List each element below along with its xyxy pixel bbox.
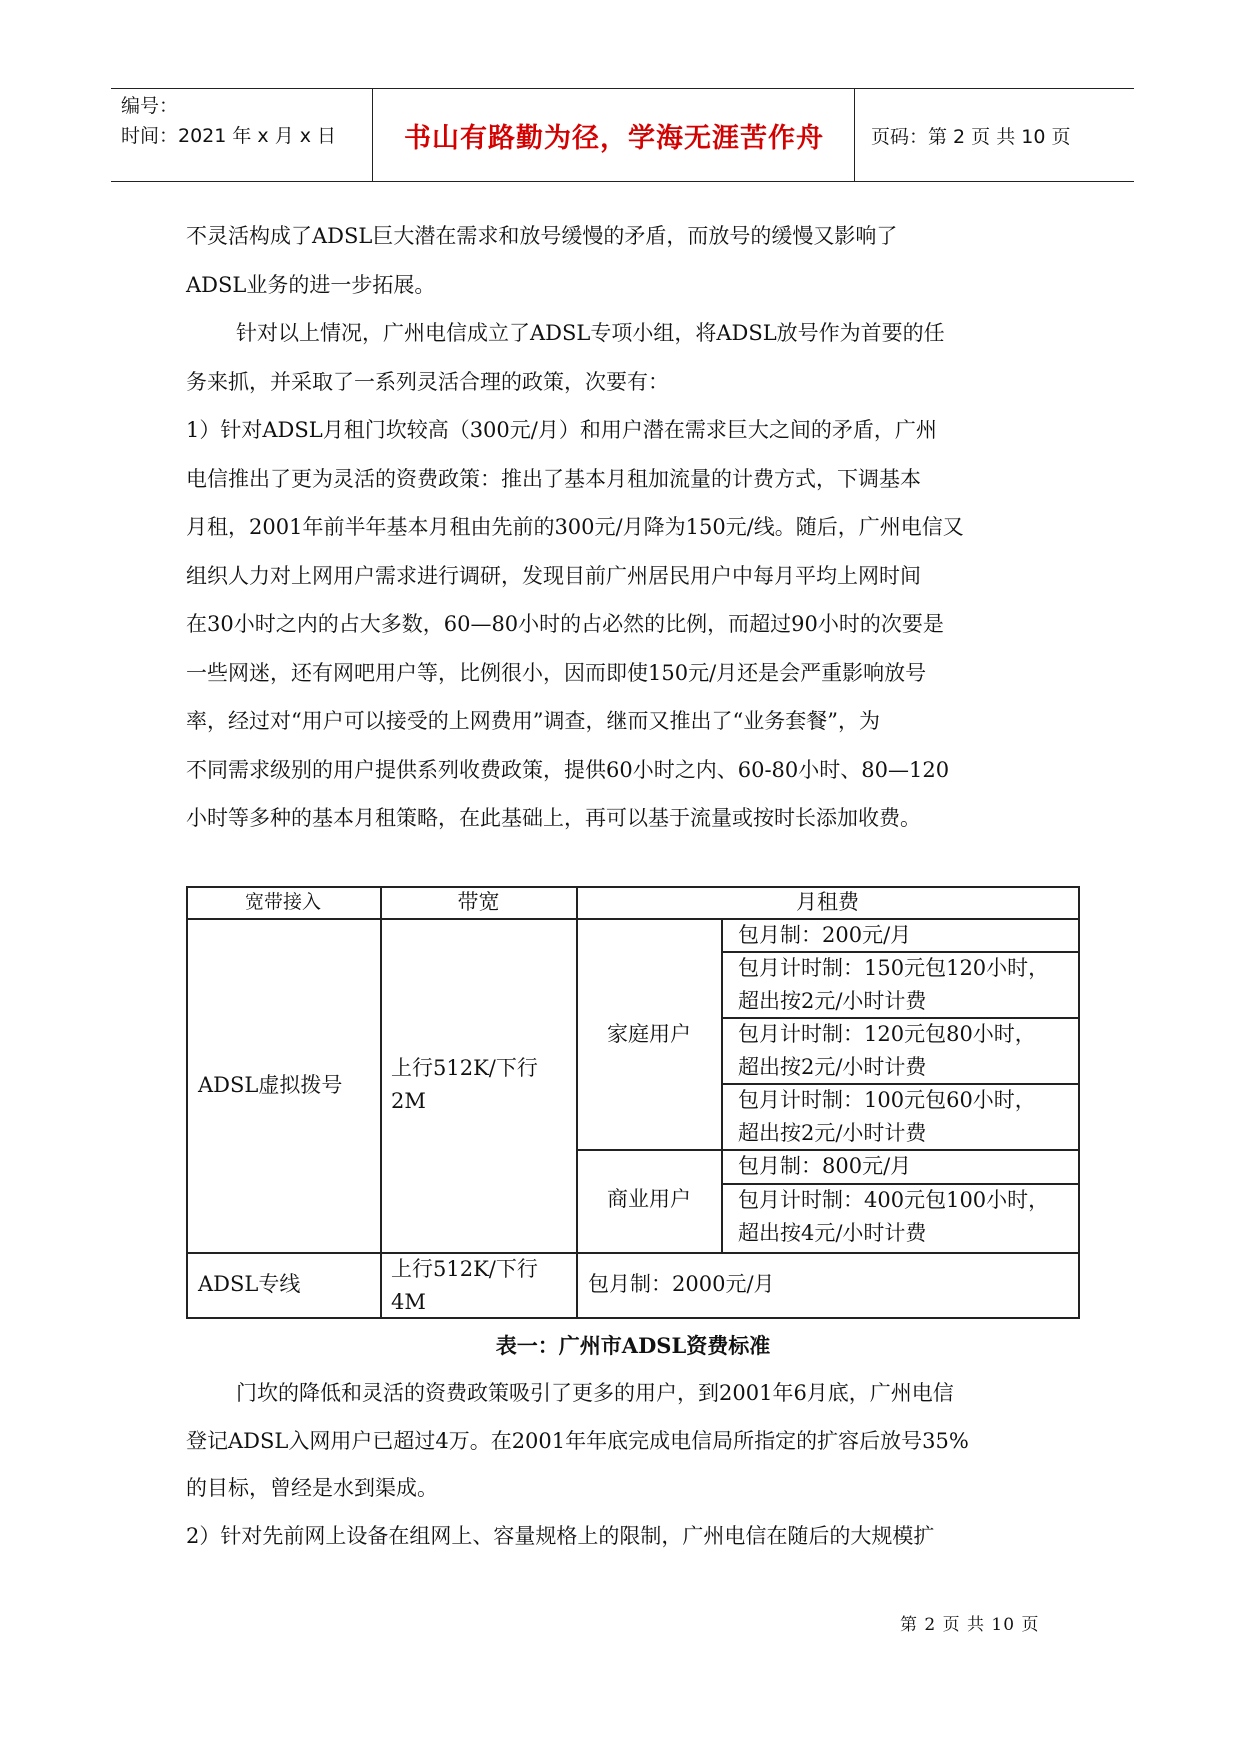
text-line: 1）针对ADSL月租门坎较高（300元/月）和用户潜在需求巨大之间的矛盾，广州 (186, 418, 937, 442)
table-cell: 上行512K/下行 4M (391, 1257, 538, 1314)
text-line: 在30小时之内的占大多数，60—80小时的占必然的比例，而超过90小时的次要是 (186, 612, 944, 636)
body-text (186, 212, 1086, 843)
table-border (721, 918, 723, 1252)
header-page-code: 页码：第 2 页 共 10 页 (871, 125, 1071, 148)
text-line: 不同需求级别的用户提供系列收费政策，提供60小时之内、60-80小时、80—120 (186, 757, 950, 782)
page-footer: 第 2 页 共 10 页 (900, 1615, 1040, 1635)
table-border (576, 886, 578, 1318)
table-cell: 商业用户 (607, 1187, 691, 1211)
table-header-cell: 带宽 (457, 890, 500, 914)
text-line: 务来抓，并采取了一系列灵活合理的政策，次要有： (186, 369, 669, 394)
table-caption: 表一：广州市ADSL资费标准 (495, 1333, 771, 1358)
text-line: 2）针对先前网上设备在组网上、容量规格上的限制，广州电信在随后的大规模扩 (186, 1523, 935, 1548)
table-cell: 包月计时制：120元包80小时， 超出按2元/小时计费 (738, 1022, 1036, 1079)
header-motto: 书山有路勤为径，学海无涯苦作舟 (404, 122, 824, 154)
text-line: 月租，2001年前半年基本月租由先前的300元/月降为150元/线。随后，广州电信又 (186, 515, 964, 539)
text-line: 的目标，曾经是水到渠成。 (186, 1476, 438, 1500)
table-border (186, 1317, 1080, 1319)
table-cell: 包月计时制：150元包120小时， 超出按2元/小时计费 (738, 956, 1050, 1013)
table-cell: 包月制：200元/月 (738, 923, 912, 947)
table-header-cell: 月租费 (796, 890, 859, 914)
table-cell: 家庭用户 (607, 1022, 691, 1046)
table-cell: 包月计时制：100元包60小时， 超出按2元/小时计费 (738, 1088, 1036, 1145)
text-line: 小时等多种的基本月租策略，在此基础上，再可以基于流量或按时长添加收费。 (186, 806, 921, 830)
text-line: 登记ADSL入网用户已超过4万。在2001年年底完成电信局所指定的扩容后放号35% (186, 1428, 969, 1453)
table-cell: 包月制：2000元/月 (588, 1272, 775, 1296)
table-border (380, 886, 382, 1318)
table-border (186, 1252, 1080, 1254)
text-line: 针对以上情况，广州电信成立了ADSL专项小组，将ADSL放号作为首要的任 (236, 321, 945, 345)
time-label: 时间：2021 年 x 月 x 日 (121, 125, 337, 147)
table-cell: ADSL专线 (198, 1272, 301, 1296)
table-cell: 包月制：800元/月 (738, 1154, 912, 1178)
table-border (186, 886, 188, 1318)
number-label: 编号： (121, 95, 179, 117)
table-cell: 包月计时制：400元包100小时， 超出按4元/小时计费 (738, 1188, 1050, 1245)
table-cell: 上行512K/下行 2M (391, 1056, 538, 1113)
table-header-cell: 宽带接入 (244, 891, 321, 913)
text-line: 组织人力对上网用户需求进行调研，发现目前广州居民用户中每月平均上网时间 (186, 563, 921, 588)
page-header (111, 88, 1134, 182)
header-divider (854, 89, 855, 181)
body-text-2 (186, 1370, 1086, 1560)
table-cell: ADSL虚拟拨号 (198, 1073, 343, 1097)
tariff-table (186, 886, 1080, 1318)
text-line: ADSL业务的进一步拓展。 (186, 272, 436, 297)
header-divider (372, 89, 373, 181)
table-border (1078, 886, 1080, 1318)
text-line: 电信推出了更为灵活的资费政策：推出了基本月租加流量的计费方式，下调基本 (186, 466, 921, 491)
text-line: 门坎的降低和灵活的资费政策吸引了更多的用户，到2001年6月底，广州电信 (236, 1381, 954, 1405)
text-line: 一些网迷，还有网吧用户等，比例很小，因而即使150元/月还是会严重影响放号 (186, 660, 927, 685)
text-line: 率，经过对“用户可以接受的上网费用”调查，继而又推出了“业务套餐”，为 (186, 709, 880, 733)
header-meta (121, 91, 371, 151)
text-line: 不灵活构成了ADSL巨大潜在需求和放号缓慢的矛盾，而放号的缓慢又影响了 (186, 224, 898, 248)
